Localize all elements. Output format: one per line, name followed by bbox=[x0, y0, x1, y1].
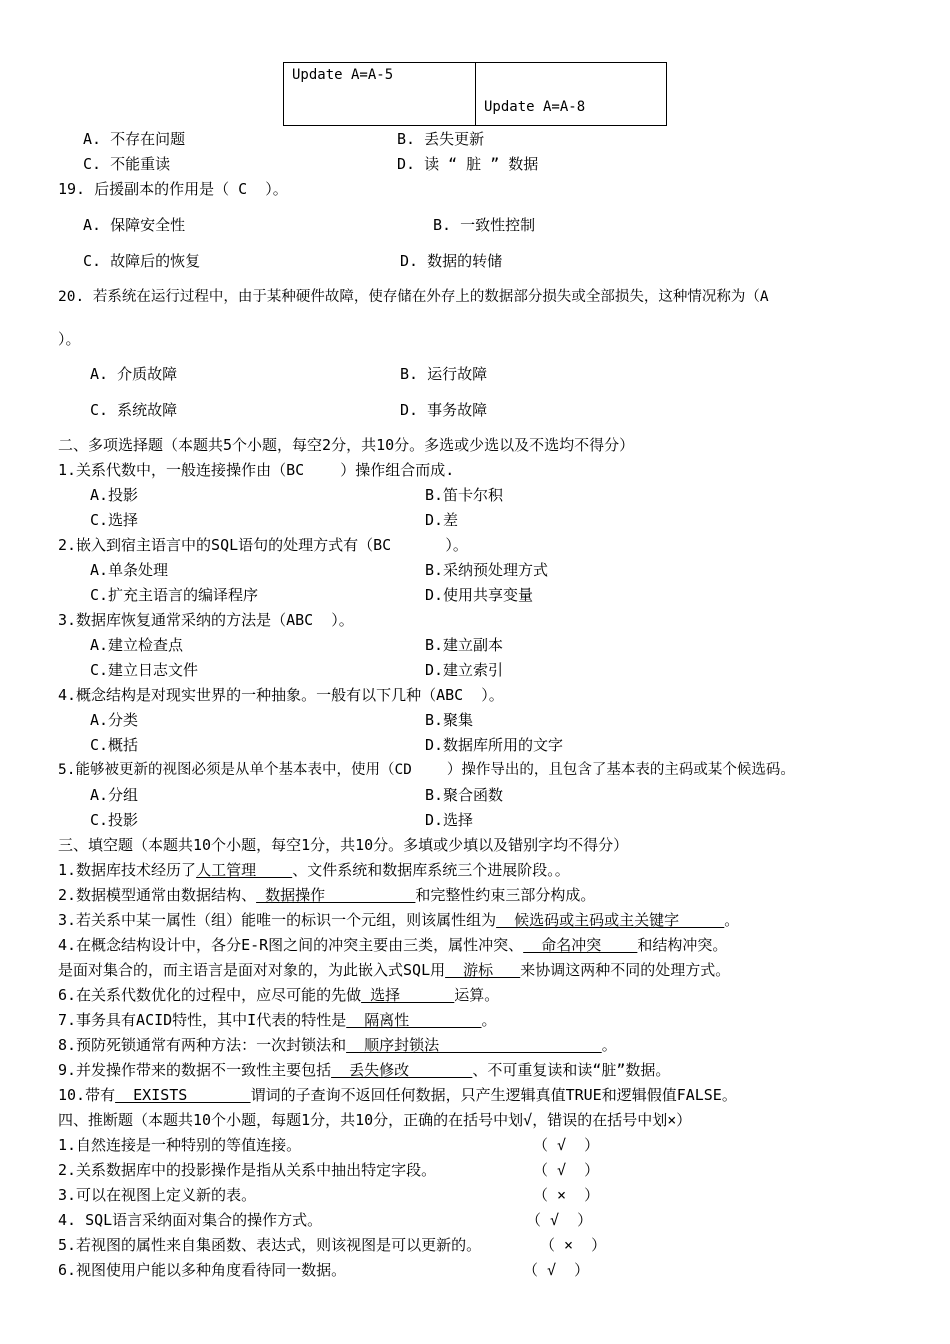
section-4-title: 四、推断题（本题共10个小题，每题1分，共10分，正确的在括号中划√，错误的在括号中划×） bbox=[58, 1111, 692, 1129]
q19-option-c: C. 故障后的恢复 bbox=[83, 252, 201, 270]
s3-blank-9: 9.并发操作带来的数据不一致性主要包括 丢失修改 、不可重复读和读“脏”数据。 bbox=[58, 1061, 671, 1079]
s2-q2-option-c: C.扩充主语言的编译程序 bbox=[90, 586, 259, 604]
s2-q3-stem: 3.数据库恢复通常采纳的方法是（ABC ）。 bbox=[58, 611, 354, 629]
s2-q3-option-d: D.建立索引 bbox=[425, 661, 504, 679]
q20-option-d: D. 事务故障 bbox=[400, 401, 488, 419]
s2-q3-option-a: A.建立检查点 bbox=[90, 636, 184, 654]
s2-q4-stem: 4.概念结构是对现实世界的一种抽象。一般有以下几种（ABC ）。 bbox=[58, 686, 504, 704]
table-divider bbox=[475, 63, 476, 125]
s2-q3-option-c: C.建立日志文件 bbox=[90, 661, 199, 679]
q19-option-d: D. 数据的转储 bbox=[400, 252, 503, 270]
s4-q1: 1.自然连接是一种特别的等值连接。 bbox=[58, 1136, 302, 1154]
s4-q5: 5.若视图的属性来自集函数、表达式，则该视图是可以更新的。 bbox=[58, 1236, 482, 1254]
s3-answer-5: 游标 bbox=[445, 961, 521, 979]
s2-q1-option-b: B.笛卡尔积 bbox=[425, 486, 504, 504]
s2-q1-option-c: C.选择 bbox=[90, 511, 139, 529]
s2-q2-option-a: A.单条处理 bbox=[90, 561, 169, 579]
q20-option-c: C. 系统故障 bbox=[90, 401, 178, 419]
s3-answer-6: 选择 bbox=[361, 986, 455, 1004]
s2-q2-option-d: D.使用共享变量 bbox=[425, 586, 534, 604]
s2-q1-option-d: D.差 bbox=[425, 511, 459, 529]
s2-q4-option-d: D.数据库所用的文字 bbox=[425, 736, 564, 754]
q20-stem: 20. 若系统在运行过程中，由于某种硬件故障，使存储在外存上的数据部分损失或全部损失，这种情况称为（A bbox=[58, 289, 769, 305]
q19-option-b: B. 一致性控制 bbox=[433, 216, 536, 234]
q18-option-c: C. 不能重读 bbox=[83, 155, 171, 173]
s3-blank-10: 10.带有 EXISTS 谓词的子查询不返回任何数据，只产生逻辑真值TRUE和逻辑假值FALSE。 bbox=[58, 1086, 737, 1104]
s3-blank-4: 4.在概念结构设计中，各分E-R图之间的冲突主要由三类，属性冲突、 命名冲突 和结构冲突。 bbox=[58, 936, 728, 954]
q18-option-a: A. 不存在问题 bbox=[83, 130, 186, 148]
s2-q1-stem: 1.关系代数中，一般连接操作由（BC ）操作组合而成. bbox=[58, 461, 455, 479]
s3-answer-10: EXISTS bbox=[115, 1086, 251, 1104]
q18-option-b: B. 丢失更新 bbox=[397, 130, 485, 148]
s2-q2-option-b: B.采纳预处理方式 bbox=[425, 561, 549, 579]
s3-answer-9: 丢失修改 bbox=[331, 1061, 473, 1079]
schedule-table bbox=[283, 62, 667, 126]
s3-answer-8: 顺序封锁法 bbox=[346, 1036, 602, 1054]
s2-q5-option-c: C.投影 bbox=[90, 811, 139, 829]
s3-blank-7: 7.事务具有ACID特性，其中I代表的特性是 隔离性 。 bbox=[58, 1011, 497, 1029]
s2-q2-stem: 2.嵌入到宿主语言中的SQL语句的处理方式有（BC ）。 bbox=[58, 536, 468, 554]
q20-stem-end: ）。 bbox=[58, 330, 81, 348]
q19-stem: 19. 后援副本的作用是（ C ）。 bbox=[58, 180, 288, 198]
q19-option-a: A. 保障安全性 bbox=[83, 216, 186, 234]
s3-blank-5: 是面对集合的，而主语言是面对对象的，为此嵌入式SQL用 游标 来协调这两种不同的处理方式。 bbox=[58, 961, 731, 979]
s3-blank-8: 8.预防死锁通常有两种方法：一次封锁法和 顺序封锁法 。 bbox=[58, 1036, 617, 1054]
s3-answer-1: 人工管理 bbox=[196, 861, 293, 879]
s4-q6-answer: （ √ ） bbox=[523, 1261, 590, 1279]
q20-option-b: B. 运行故障 bbox=[400, 365, 488, 383]
q18-option-d: D. 读 “ 脏 ” 数据 bbox=[397, 155, 539, 173]
s4-q6: 6.视图使用户能以多种角度看待同一数据。 bbox=[58, 1261, 347, 1279]
s2-q4-option-b: B.聚集 bbox=[425, 711, 474, 729]
s3-blank-6: 6.在关系代数优化的过程中，应尽可能的先做 选择 运算。 bbox=[58, 986, 500, 1004]
s3-answer-4: 命名冲突 bbox=[523, 936, 638, 954]
s3-blank-3: 3.若关系中某一属性（组）能唯一的标识一个元组，则该属性组为 候选码或主码或主关键字 。 bbox=[58, 911, 740, 929]
s2-q4-option-a: A.分类 bbox=[90, 711, 139, 729]
s2-q5-option-a: A.分组 bbox=[90, 786, 139, 804]
s3-answer-2: 数据操作 bbox=[256, 886, 416, 904]
s4-q2: 2.关系数据库中的投影操作是指从关系中抽出特定字段。 bbox=[58, 1161, 437, 1179]
s2-q4-option-c: C.概括 bbox=[90, 736, 139, 754]
s4-q5-answer: （ × ） bbox=[540, 1236, 607, 1254]
s2-q5-stem: 5.能够被更新的视图必须是从单个基本表中，使用（CD ）操作导出的，且包含了基本表的主码或某个候选码。 bbox=[58, 762, 795, 778]
section-3-title: 三、填空题（本题共10个小题，每空1分，共10分。多填或少填以及错别字均不得分） bbox=[58, 836, 629, 854]
s2-q1-option-a: A.投影 bbox=[90, 486, 139, 504]
s3-blank-2: 2.数据模型通常由数据结构、 数据操作 和完整性约束三部分构成。 bbox=[58, 886, 596, 904]
s4-q4-answer: （ √ ） bbox=[526, 1211, 593, 1229]
s4-q3-answer: （ × ） bbox=[533, 1186, 600, 1204]
table-cell-left: Update A=A-5 bbox=[292, 67, 394, 83]
s3-answer-7: 隔离性 bbox=[346, 1011, 482, 1029]
s4-q4: 4. SQL语言采纳面对集合的操作方式。 bbox=[58, 1211, 323, 1229]
s3-blank-1: 1.数据库技术经历了人工管理 、文件系统和数据库系统三个进展阶段。。 bbox=[58, 861, 570, 879]
s2-q5-option-d: D.选择 bbox=[425, 811, 474, 829]
section-2-title: 二、多项选择题（本题共5个小题，每空2分，共10分。多选或少选以及不选均不得分） bbox=[58, 436, 635, 454]
q20-option-a: A. 介质故障 bbox=[90, 365, 178, 383]
s4-q2-answer: （ √ ） bbox=[533, 1161, 600, 1179]
s4-q1-answer: （ √ ） bbox=[533, 1136, 600, 1154]
s2-q5-option-b: B.聚合函数 bbox=[425, 786, 504, 804]
s3-answer-3: 候选码或主码或主关键字 bbox=[496, 911, 725, 929]
table-cell-right: Update A=A-8 bbox=[484, 99, 586, 115]
s2-q3-option-b: B.建立副本 bbox=[425, 636, 504, 654]
s4-q3: 3.可以在视图上定义新的表。 bbox=[58, 1186, 257, 1204]
